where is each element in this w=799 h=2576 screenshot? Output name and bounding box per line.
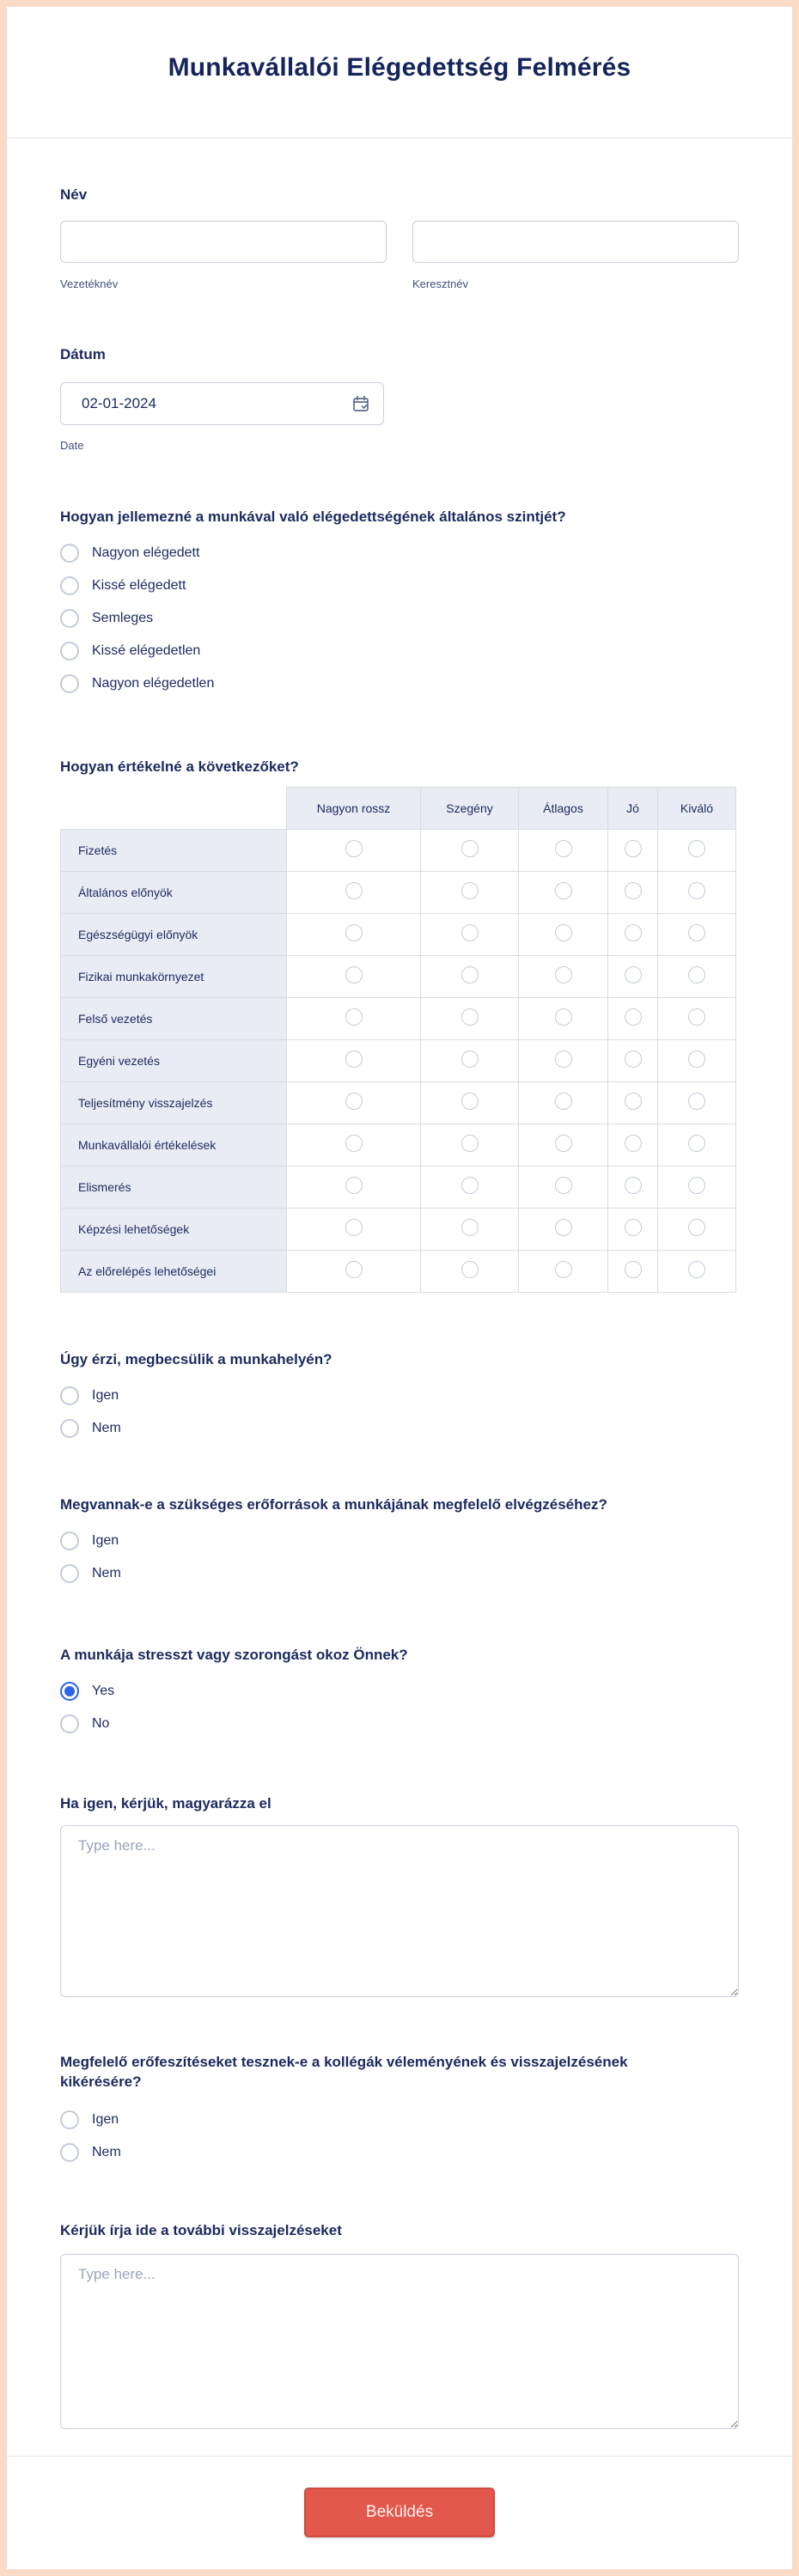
name-label: Név <box>60 186 88 203</box>
last-name-sublabel: Vezetéknév <box>60 277 119 290</box>
rating-radio-r2-c2[interactable] <box>555 924 572 941</box>
rating-table <box>60 787 736 1293</box>
row-label: Egyéni vezetés <box>61 1040 287 1082</box>
rating-cell <box>608 998 658 1040</box>
option-row[interactable] <box>60 2136 739 2169</box>
option-row[interactable] <box>60 1708 739 1740</box>
rating-radio-r6-c1[interactable] <box>461 1093 479 1110</box>
satisfaction-radio-4[interactable] <box>60 674 79 693</box>
satisfaction-options <box>60 537 739 700</box>
rating-radio-r6-c2[interactable] <box>555 1093 572 1110</box>
rating-cell <box>287 914 421 956</box>
rating-radio-r9-c3[interactable] <box>625 1219 642 1236</box>
rating-cell <box>658 1251 736 1293</box>
rating-cell <box>658 1124 736 1166</box>
rating-radio-r7-c4[interactable] <box>688 1135 705 1152</box>
date-sublabel: Date <box>60 439 84 452</box>
date-label: Dátum <box>60 346 106 362</box>
rating-cell <box>608 1040 658 1082</box>
rating-table-row <box>61 914 736 956</box>
additional-feedback-label: Kérjük írja ide a további visszajelzéseket <box>60 2222 342 2238</box>
option-label: Nem <box>92 1421 121 1435</box>
rating-radio-r1-c3[interactable] <box>625 882 642 899</box>
additional-feedback-textarea[interactable] <box>60 2254 739 2429</box>
rating-radio-r8-c0[interactable] <box>345 1177 363 1194</box>
rating-radio-r10-c4[interactable] <box>688 1261 705 1278</box>
stress-options <box>60 1675 739 1740</box>
rating-radio-r0-c1[interactable] <box>461 840 479 857</box>
rating-cell <box>421 956 519 998</box>
rating-cell <box>519 1251 608 1293</box>
rating-cell <box>421 914 519 956</box>
rating-radio-r10-c3[interactable] <box>625 1261 642 1278</box>
submit-button[interactable]: Beküldés <box>304 2488 495 2537</box>
column-header: Jó <box>608 788 658 830</box>
rating-radio-r5-c3[interactable] <box>625 1050 642 1068</box>
rating-cell <box>421 872 519 914</box>
row-label: Az előrelépés lehetőségei <box>61 1251 287 1293</box>
date-input[interactable] <box>60 382 384 425</box>
option-label: Igen <box>92 1388 119 1403</box>
rating-radio-r4-c3[interactable] <box>625 1008 642 1026</box>
rating-radio-r9-c1[interactable] <box>461 1219 479 1236</box>
rating-table-row <box>61 1082 736 1124</box>
rating-cell <box>658 1166 736 1209</box>
rating-radio-r6-c4[interactable] <box>688 1093 705 1110</box>
rating-table-label: Hogyan értékelné a következőket? <box>60 758 299 775</box>
column-header: Kiváló <box>658 788 736 830</box>
rating-cell <box>421 1040 519 1082</box>
rating-radio-r7-c0[interactable] <box>345 1135 363 1152</box>
option-label: Yes <box>92 1684 115 1698</box>
rating-cell <box>658 872 736 914</box>
rating-cell <box>519 872 608 914</box>
rating-radio-r1-c2[interactable] <box>555 882 572 899</box>
rating-radio-r3-c2[interactable] <box>555 966 572 984</box>
option-row[interactable] <box>60 635 739 667</box>
valued-radio-igen[interactable] <box>60 1386 79 1405</box>
rating-cell <box>519 914 608 956</box>
option-label: Semleges <box>92 611 154 625</box>
rating-radio-r2-c1[interactable] <box>461 924 479 941</box>
first-name-sublabel: Keresztnév <box>412 277 469 290</box>
first-name-input[interactable] <box>412 221 739 263</box>
rating-cell <box>608 1124 658 1166</box>
option-label: Igen <box>92 2112 119 2127</box>
rating-table-row <box>61 872 736 914</box>
rating-radio-r10-c0[interactable] <box>345 1261 363 1278</box>
rating-cell <box>608 1082 658 1124</box>
rating-radio-r4-c1[interactable] <box>461 1008 479 1026</box>
rating-cell <box>658 1209 736 1251</box>
row-label: Felső vezetés <box>61 998 287 1040</box>
form-content <box>7 186 792 2537</box>
row-label: Képzési lehetőségek <box>61 1209 287 1251</box>
rating-cell <box>421 1251 519 1293</box>
feedback-effort-radio-nem[interactable] <box>60 2143 79 2162</box>
resources-radio-nem[interactable] <box>60 1564 79 1583</box>
option-row[interactable] <box>60 1412 739 1445</box>
rating-table-row <box>61 1166 736 1209</box>
rating-cell <box>421 998 519 1040</box>
rating-radio-r8-c3[interactable] <box>625 1177 642 1194</box>
rating-cell <box>519 1124 608 1166</box>
option-row[interactable] <box>60 1525 739 1557</box>
satisfaction-radio-3[interactable] <box>60 642 79 661</box>
rating-cell <box>287 1082 421 1124</box>
column-header: Szegény <box>421 788 519 830</box>
rating-table-row <box>61 1209 736 1251</box>
rating-cell <box>658 1082 736 1124</box>
explain-textarea[interactable] <box>60 1825 739 1997</box>
satisfaction-question: Hogyan jellemezné a munkával való elégedettségének általános szintjét? <box>60 509 566 525</box>
rating-radio-r0-c2[interactable] <box>555 840 572 857</box>
rating-table-row <box>61 830 736 872</box>
stress-radio-yes-selected[interactable] <box>60 1682 79 1701</box>
rating-radio-r10-c2[interactable] <box>555 1261 572 1278</box>
resources-question: Megvannak-e a szükséges erőforrások a munkájának megfelelő elvégzéséhez? <box>60 1496 607 1513</box>
rating-radio-r3-c1[interactable] <box>461 966 479 984</box>
rating-cell <box>287 830 421 872</box>
rating-table-header-row <box>61 788 736 830</box>
option-label: Kissé elégedett <box>92 578 186 593</box>
row-label: Fizetés <box>61 830 287 872</box>
last-name-input[interactable] <box>60 221 387 263</box>
rating-cell <box>658 1040 736 1082</box>
footer-divider <box>7 2456 792 2457</box>
form-card <box>7 7 792 2569</box>
rating-cell <box>608 872 658 914</box>
feedback-effort-options <box>60 2104 739 2169</box>
row-label: Teljesítmény visszajelzés <box>61 1082 287 1124</box>
rating-radio-r6-c3[interactable] <box>625 1093 642 1110</box>
rating-cell <box>658 998 736 1040</box>
rating-cell <box>421 830 519 872</box>
rating-radio-r3-c4[interactable] <box>688 966 705 984</box>
option-row[interactable] <box>60 1675 739 1708</box>
option-row[interactable] <box>60 1379 739 1412</box>
rating-radio-r5-c1[interactable] <box>461 1050 479 1068</box>
rating-radio-r4-c4[interactable] <box>688 1008 705 1026</box>
row-label: Munkavállalói értékelések <box>61 1124 287 1166</box>
option-row[interactable] <box>60 667 739 700</box>
rating-cell <box>519 830 608 872</box>
rating-cell <box>608 1251 658 1293</box>
valued-question: Úgy érzi, megbecsülik a munkahelyén? <box>60 1351 332 1367</box>
rating-radio-r9-c2[interactable] <box>555 1219 572 1236</box>
rating-cell <box>658 914 736 956</box>
rating-radio-r1-c0[interactable] <box>345 882 363 899</box>
rating-radio-r5-c2[interactable] <box>555 1050 572 1068</box>
row-label: Elismerés <box>61 1166 287 1209</box>
rating-cell <box>421 1082 519 1124</box>
satisfaction-radio-2[interactable] <box>60 609 79 628</box>
rating-cell <box>287 956 421 998</box>
rating-cell <box>519 956 608 998</box>
name-sublabels <box>60 277 739 290</box>
rating-cell <box>421 1124 519 1166</box>
rating-radio-r7-c2[interactable] <box>555 1135 572 1152</box>
rating-table-body <box>61 830 736 1293</box>
option-row[interactable] <box>60 2104 739 2136</box>
rating-cell <box>287 998 421 1040</box>
corner-blank-cell <box>61 788 287 830</box>
rating-radio-r9-c0[interactable] <box>345 1219 363 1236</box>
rating-cell <box>608 830 658 872</box>
stress-question: A munkája stresszt vagy szorongást okoz Önnek? <box>60 1647 408 1663</box>
option-row[interactable] <box>60 569 739 602</box>
rating-radio-r0-c3[interactable] <box>625 840 642 857</box>
name-inputs-row <box>60 221 739 263</box>
rating-radio-r4-c0[interactable] <box>345 1008 363 1026</box>
rating-cell <box>287 1209 421 1251</box>
rating-radio-r4-c2[interactable] <box>555 1008 572 1026</box>
row-label: Egészségügyi előnyök <box>61 914 287 956</box>
rating-radio-r2-c3[interactable] <box>625 924 642 941</box>
valued-options <box>60 1379 739 1445</box>
stress-radio-no[interactable] <box>60 1714 79 1733</box>
rating-table-row <box>61 1040 736 1082</box>
rating-cell <box>658 830 736 872</box>
option-label: Kissé elégedetlen <box>92 643 201 658</box>
rating-radio-r8-c1[interactable] <box>461 1177 479 1194</box>
satisfaction-radio-0[interactable] <box>60 544 79 563</box>
option-row[interactable] <box>60 1557 739 1590</box>
rating-table-row <box>61 1124 736 1166</box>
explain-label: Ha igen, kérjük, magyarázza el <box>60 1795 271 1812</box>
form-header <box>7 7 792 138</box>
rating-radio-r9-c4[interactable] <box>688 1219 705 1236</box>
rating-cell <box>287 1251 421 1293</box>
rating-radio-r1-c4[interactable] <box>688 882 705 899</box>
rating-radio-r0-c4[interactable] <box>688 840 705 857</box>
option-label: Nagyon elégedett <box>92 545 200 560</box>
rating-radio-r2-c4[interactable] <box>688 924 705 941</box>
rating-cell <box>287 1124 421 1166</box>
rating-cell <box>608 1209 658 1251</box>
rating-radio-r5-c4[interactable] <box>688 1050 705 1068</box>
date-value: 02-01-2024 <box>82 395 156 411</box>
rating-radio-r5-c0[interactable] <box>345 1050 363 1068</box>
rating-cell <box>519 1209 608 1251</box>
rating-cell <box>287 872 421 914</box>
rating-table-row <box>61 956 736 998</box>
option-label: Nem <box>92 2145 121 2159</box>
rating-cell <box>287 1166 421 1209</box>
rating-cell <box>421 1209 519 1251</box>
rating-table-row <box>61 998 736 1040</box>
resources-options <box>60 1525 739 1590</box>
rating-cell <box>421 1166 519 1209</box>
option-label: No <box>92 1716 110 1731</box>
option-label: Nagyon elégedetlen <box>92 676 215 691</box>
calendar-icon[interactable] <box>351 393 371 414</box>
rating-cell <box>519 1082 608 1124</box>
rating-radio-r7-c1[interactable] <box>461 1135 479 1152</box>
feedback-effort-question: Megfelelő erőfeszítéseket tesznek-e a kollégák véleményének és visszajelzésének kikérésére? <box>60 2054 628 2090</box>
feedback-effort-radio-igen[interactable] <box>60 2110 79 2129</box>
rating-cell <box>608 956 658 998</box>
rating-cell <box>519 1040 608 1082</box>
resources-radio-igen[interactable] <box>60 1532 79 1550</box>
rating-radio-r3-c0[interactable] <box>345 966 363 984</box>
rating-radio-r1-c1[interactable] <box>461 882 479 899</box>
rating-cell <box>287 1040 421 1082</box>
satisfaction-radio-1[interactable] <box>60 576 79 595</box>
option-row[interactable] <box>60 602 739 635</box>
rating-radio-r3-c3[interactable] <box>625 966 642 984</box>
rating-cell <box>519 1166 608 1209</box>
valued-radio-nem[interactable] <box>60 1419 79 1438</box>
option-row[interactable] <box>60 537 739 569</box>
rating-radio-r0-c0[interactable] <box>345 840 363 857</box>
rating-cell <box>608 1166 658 1209</box>
rating-radio-r7-c3[interactable] <box>625 1135 642 1152</box>
rating-cell <box>519 998 608 1040</box>
rating-radio-r2-c0[interactable] <box>345 924 363 941</box>
form-title: Munkavállalói Elégedettség Felmérés <box>168 53 631 82</box>
rating-radio-r8-c4[interactable] <box>688 1177 705 1194</box>
row-label: Fizikai munkakörnyezet <box>61 956 287 998</box>
rating-cell <box>658 956 736 998</box>
rating-table-row <box>61 1251 736 1293</box>
column-header: Nagyon rossz <box>287 788 421 830</box>
option-label: Igen <box>92 1533 119 1548</box>
column-header: Átlagos <box>519 788 608 830</box>
rating-radio-r10-c1[interactable] <box>461 1261 479 1278</box>
rating-radio-r8-c2[interactable] <box>555 1177 572 1194</box>
rating-cell <box>608 914 658 956</box>
option-label: Nem <box>92 1566 121 1580</box>
row-label: Általános előnyök <box>61 872 287 914</box>
rating-radio-r6-c0[interactable] <box>345 1093 363 1110</box>
